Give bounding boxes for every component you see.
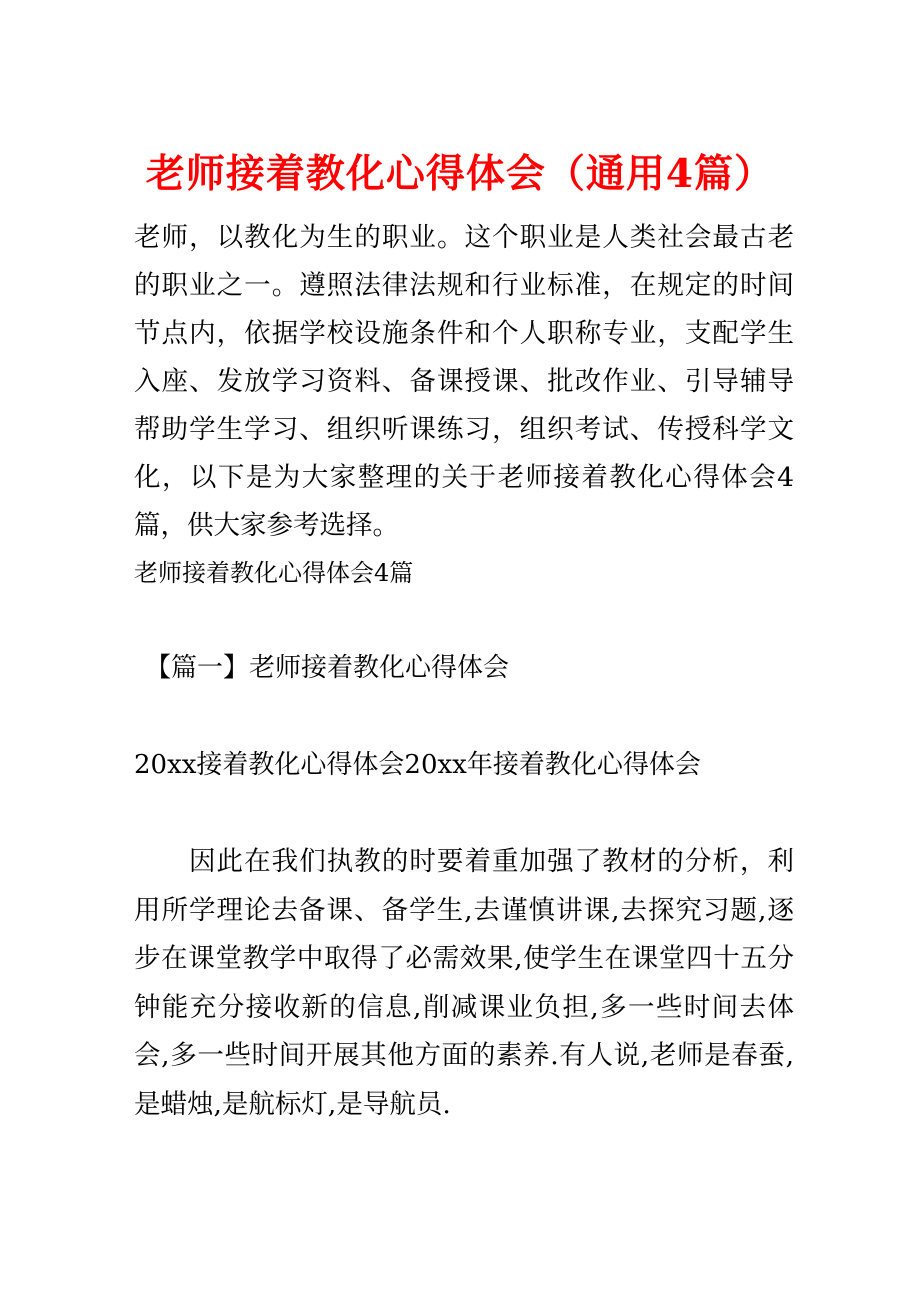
body-paragraph: 因此在我们执教的时要着重加强了教材的分析，利用所学理论去备课、备学生,去谨慎讲课,去探究习题,逐步在课堂教学中取得了必需效果,使学生在课堂四十五分钟能充分接收新的信息,削减课业负担,多一些时间去体会,多一些时间开展其他方面的素养.有人说,老师是春蚕,是蜡烛,是航标灯,是导航员. bbox=[134, 846, 794, 1120]
document-title: 老师接着教化心得体会（通用4篇） bbox=[145, 151, 775, 197]
subheading: 老师接着教化心得体会4篇 bbox=[134, 559, 414, 587]
year-line: 20xx接着教化心得体会20xx年接着教化心得体会 bbox=[134, 750, 701, 780]
section-heading: 【篇一】老师接着教化心得体会 bbox=[145, 653, 510, 683]
intro-paragraph: 老师，以教化为生的职业。这个职业是人类社会最古老的职业之一。遵照法律法规和行业标准，在规定的时间节点内，依据学校设施条件和个人职称专业，支配学生入座、发放学习资料、备课授课、批改作业、引导辅导帮助学生学习、组织听课练习，组织考试、传授科学文化，以下是为大家整理的关于老师接着教化心得体会4篇，供大家参考选择。 bbox=[134, 222, 794, 541]
